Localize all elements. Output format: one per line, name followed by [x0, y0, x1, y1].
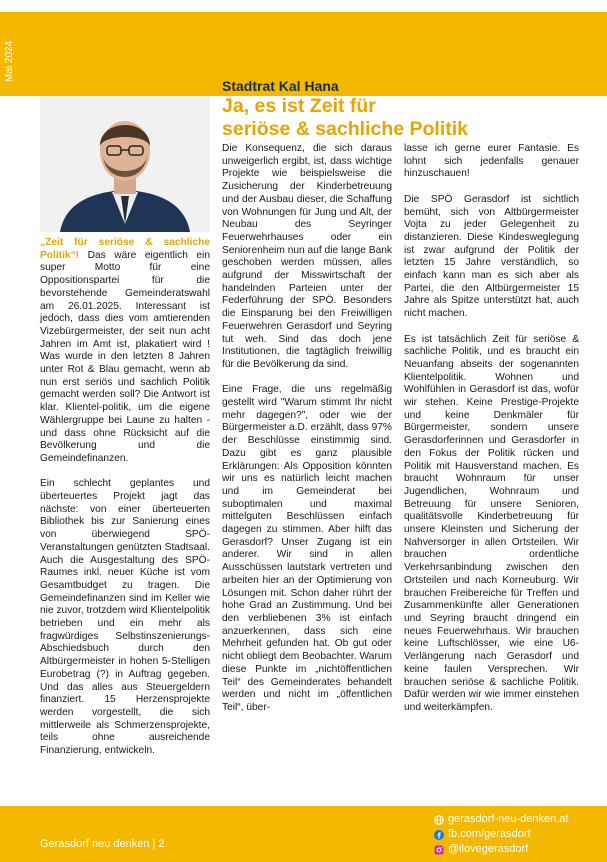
paragraph: Die SPÖ Gerasdorf ist sichtlich bemüht, sich von Altbürgermeister Vojta zu jeder Gelegenheit zu distanzieren. Diese Kindesweglegung ist zwar aufgrund der Politik der letzten 15 Jahre verständlich, so einfach kann man es sich aber als Partei, die den Altbürgermeister 15 Jahre als Spitze unterstützt hat, auch nicht machen. — [404, 193, 579, 320]
headline-line-2: seriöse & sachliche Politik — [222, 118, 469, 140]
paragraph: Ein schlecht geplantes und überteuertes Projekt jagt das nächste: von einer überteuerten Bibliothek bis zur Sanierung eines von überwiegend SPÖ-Veranstaltungen genützten Stadtsaal. Auch die Ausgestaltung des SPÖ-Raumes inkl. neuer Küche ist vom Gesamtbudget zu tragen. Die Gemeindefinanzen sind im Keller wie nie zuvor, trotzdem wird Klientelpolitik betrieben und ein mehr als fragwürdiges Selbstinszenierungs-Abschiedsbuch durch den Altbürgermeister in hohen 5-Stelligen Eurobetrag (?) in Auftrag gegeben. Und das alles aus Steuergeldern finanziert. 15 Herzensprojekte werden vorgestellt, die sich mittlerweile als Schmerzensprojekte, teils ohne ausreichende Finanzierung, entwickeln. — [40, 478, 210, 757]
author-name: Stadtrat Kal Hana — [222, 78, 339, 94]
author-photo — [40, 96, 210, 232]
article-column-3 — [404, 143, 579, 727]
web-link-text: gerasdorf-neu-denken.at — [448, 813, 569, 825]
facebook-icon — [434, 830, 444, 840]
footer-page-label: Gerasdorf neu denken | 2 — [40, 838, 165, 850]
paragraph: lasse ich gerne eurer Fantasie. Es lohnt sich jedenfalls genauer hinzuschauen! — [404, 143, 579, 180]
headline — [222, 95, 592, 141]
paragraph: Es ist tatsächlich Zeit für seriöse & sachliche Politik, und es braucht ein Neuanfang abseits der sogenannten Klientelpolitik. Wohnen und Wohlfühlen in Gerasdorf ist das, wofür wir stehen. Keine Prestige-Projekte und keine Denkmäler für Bürgermeister, sondern unsere Gerasdorferinnen und Gerasdorfer in den Fokus der Politik rücken und Politik mit Hausverstand machen. Es braucht Wohnraum für unser Jugendlichen, Wohnraum und Betreuung für unsere Senioren, qualitätsvolle Kinderbetreuung für unsere Kleinsten und Sicherung der Nahversorger in allen Ortsteilen. Wir brauchen ordentliche Verkehrsanbindung zwischen den Ortsteilen und nach Korneuburg. Wir brauchen Freibereiche für Treffen und Zusammenkünfte aller Generationen und Seyring braucht dringend ein neues Feuerwehrhaus. Wir brauchen keine Luftschlösser, wie eine U6-Verlängerung nach Gerasdorf und keine faulen Versprechen. Wir brauchen seriöse & sachliche Politik. Dafür werden wir wie immer einstehen und weiterkämpfen. — [404, 333, 579, 713]
lead-quote: „Zeit für seriöse & sachliche Politik“! — [40, 237, 210, 261]
footer-links — [434, 812, 568, 857]
article-column-1 — [40, 237, 210, 771]
facebook-link-text: fb.com/gerasdorf — [448, 828, 531, 840]
paragraph — [40, 237, 210, 466]
headline-line-1: Ja, es ist Zeit für — [222, 95, 376, 117]
instagram-link[interactable] — [434, 842, 568, 857]
facebook-link[interactable] — [434, 827, 568, 842]
issue-date: Mai 2024 — [4, 40, 15, 82]
paragraph: Eine Frage, die uns regelmäßig gestellt wird "Warum stimmt Ihr nicht mehr dagegen?", oder wie der Bürgermeister a.D. erzählt, dass 97% der Beschlüsse einstimmig sind. Dazu gibt es ganz plausible Erklärungen: Als Opposition könnten wir uns es natürlich leicht machen und im Gemeinderat bei suboptimalen und maximal mittelguten Beschlüssen einfach dagegen zu stimmen. Aber hilft das Gerasdorf? Unser Zugang ist ein anderer. Wir sind in allen Ausschüssen lautstark vertreten und arbeiten hier an der Optimierung von Lösungen mit. Schon daher rührt der hohe Grad an Zustimmung. Und bei den verbliebenen 3% ist einfach anzuerkennen, dass sich eine Mehrheit gefunden hat. Ob gut oder nicht obliegt dem Beobachter. Warum diese Punkte im „nichtöffentlichen Teil“ des Gemeinderates behandelt werden und nicht im „öffentlichen Teil“, über- — [222, 384, 392, 713]
article-column-2 — [222, 143, 392, 727]
paragraph: Die Konsequenz, die sich daraus unweigerlich ergibt, ist, dass wichtige Projekte wie beispielsweise die Zusicherung der Kinderbetreuung und der Ausbau dieser, die Schaffung von Wohnungen für Jung und Alt, der Neubau des Seyringer Feuerwehrhauses oder ein Seniorenheim nun auf die lange Bank geschoben werden müssen, alles aufgrund der Misswirtschaft der handelnden Parteien unter der Federführung der SPÖ. Besonders die Einsparung bei den Freiwilligen Feuerwehren Gerasdorf und Seyring tut weh. Sind das doch jene Institutionen, die tagtäglich freiwillig für die Bevölkerung da sind. — [222, 143, 392, 370]
instagram-link-text: @ilovegerasdorf — [448, 843, 529, 855]
web-link[interactable] — [434, 812, 568, 827]
globe-icon — [434, 815, 444, 825]
instagram-icon — [434, 845, 444, 855]
top-margin — [0, 0, 607, 12]
paragraph-text: Das wäre eigentlich ein super Motto für eine Oppositionspartei für die bevorstehende Gemeinderatswahl am 26.01.2025. Interessant ist jedoch, dass dies vom amtierenden Vizebürgermeister, der seit nun acht Jahren im Amt ist, plakatiert wird ! Was wurde in den letzten 8 Jahren unter Rot & Blau gemacht, wenn ab nun erst seriös und sachlich Politik gemacht werden soll? Die Antwort ist klar. Klientel-politik, um die eigene Wählergruppe bei Laune zu halten - und dass ohne Rücksicht auf die Bevölkerung und die Gemeindefinanzen. — [40, 249, 210, 464]
